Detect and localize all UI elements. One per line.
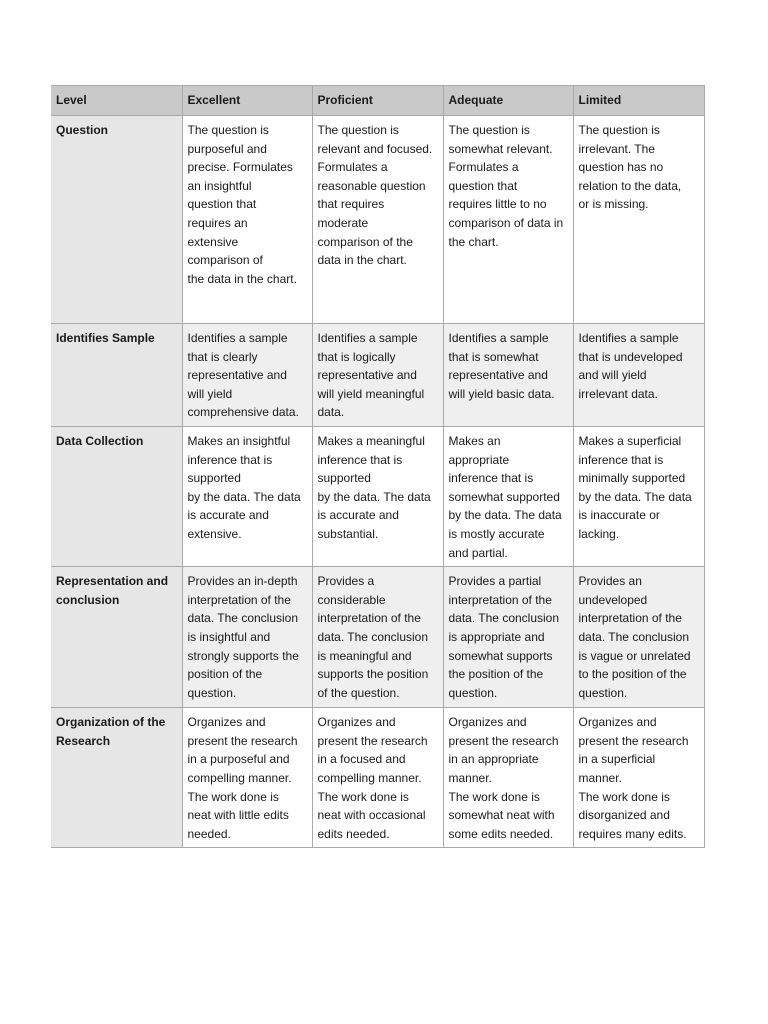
table-cell: Identifies a sample that is clearly representative and will yield comprehensive data.: [182, 324, 312, 427]
rubric-table: [51, 85, 705, 848]
header-excellent: Excellent: [182, 86, 312, 116]
table-cell: Identifies a sample that is logically representative and will yield meaningful data.: [312, 324, 443, 427]
table-row: [51, 427, 704, 567]
table-cell: Organizes and present the research in a purposeful and compelling manner. The work done is neat with little edits needed.: [182, 708, 312, 848]
row-label-data-collection: Data Collection: [51, 427, 182, 567]
table-cell: Makes an insightful inference that is supported by the data. The data is accurate and extensive.: [182, 427, 312, 567]
table-row: [51, 708, 704, 848]
table-cell: Identifies a sample that is undeveloped and will yield irrelevant data.: [573, 324, 704, 427]
table-cell: Provides a considerable interpretation of the data. The conclusion is meaningful and supports the position of the question.: [312, 567, 443, 708]
table-cell: The question is somewhat relevant. Formulates a question that requires little to no comparison of data in the chart.: [443, 116, 573, 324]
table-cell: Organizes and present the research in a superficial manner. The work done is disorganized and requires many edits.: [573, 708, 704, 848]
table-cell: The question is irrelevant. The question has no relation to the data, or is missing.: [573, 116, 704, 324]
table-cell: Provides an undeveloped interpretation of the data. The conclusion is vague or unrelated to the position of the question.: [573, 567, 704, 708]
row-label-question: Question: [51, 116, 182, 324]
header-row: [51, 86, 704, 116]
table-cell: Makes a superficial inference that is minimally supported by the data. The data is inaccurate or lacking.: [573, 427, 704, 567]
table-row: [51, 324, 704, 427]
row-label-organization: Organization of the Research: [51, 708, 182, 848]
rubric-header: [51, 86, 704, 116]
table-cell: Organizes and present the research in a focused and compelling manner. The work done is neat with occasional edits needed.: [312, 708, 443, 848]
header-proficient: Proficient: [312, 86, 443, 116]
header-level: Level: [51, 86, 182, 116]
table-cell: Makes a meaningful inference that is supported by the data. The data is accurate and substantial.: [312, 427, 443, 567]
row-label-identifies-sample: Identifies Sample: [51, 324, 182, 427]
table-row: [51, 116, 704, 324]
row-label-representation: Representation and conclusion: [51, 567, 182, 708]
table-cell: Makes an appropriate inference that is somewhat supported by the data. The data is mostly accurate and partial.: [443, 427, 573, 567]
table-cell: Identifies a sample that is somewhat representative and will yield basic data.: [443, 324, 573, 427]
table-cell: The question is relevant and focused. Formulates a reasonable question that requires moderate comparison of the data in the chart.: [312, 116, 443, 324]
header-limited: Limited: [573, 86, 704, 116]
table-cell: Provides an in-depth interpretation of the data. The conclusion is insightful and strongly supports the position of the question.: [182, 567, 312, 708]
table-cell: Provides a partial interpretation of the data. The conclusion is appropriate and somewhat supports the position of the question.: [443, 567, 573, 708]
table-cell: The question is purposeful and precise. Formulates an insightful question that requires an extensive comparison of the data in the chart.: [182, 116, 312, 324]
rubric-body: [51, 116, 704, 848]
table-cell: Organizes and present the research in an appropriate manner. The work done is somewhat neat with some edits needed.: [443, 708, 573, 848]
table-row: [51, 567, 704, 708]
header-adequate: Adequate: [443, 86, 573, 116]
